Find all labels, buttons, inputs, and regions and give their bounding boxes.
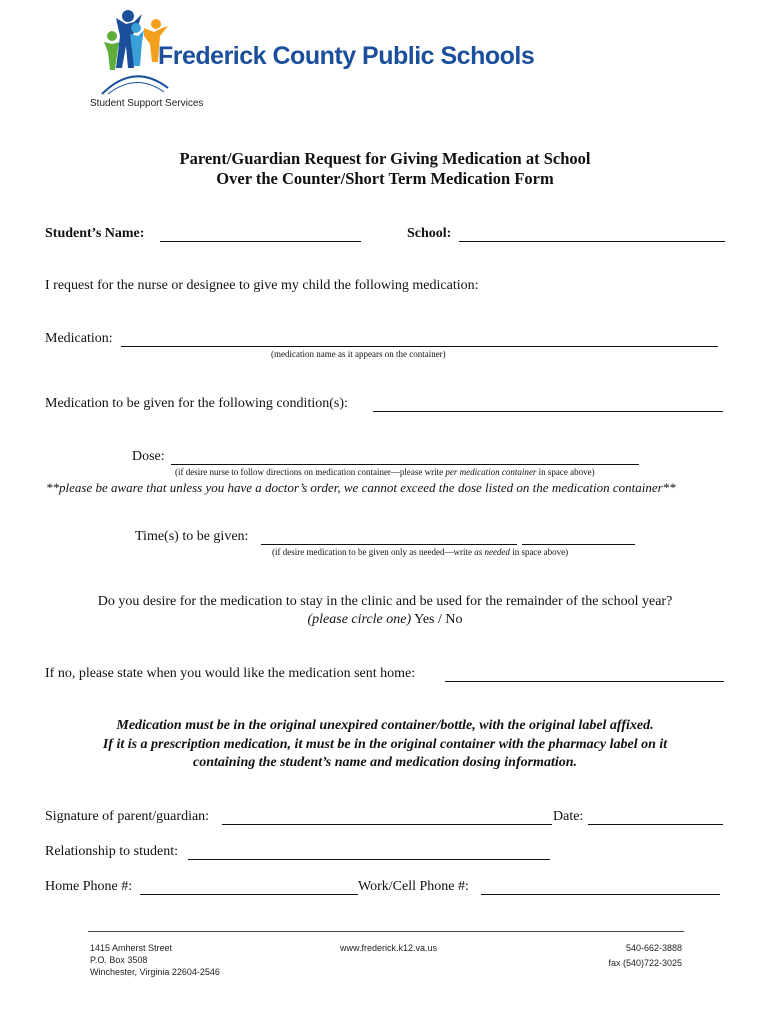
student-name-label: Student’s Name:	[45, 226, 145, 241]
notice-line3: containing the student’s name and medication dosing information.	[192, 755, 578, 770]
footer-website[interactable]: www.frederick.k12.va.us	[340, 943, 438, 953]
footer-address-line1: 1415 Amherst Street	[90, 943, 173, 953]
work-phone-field[interactable]	[481, 894, 720, 895]
relationship-field[interactable]	[188, 859, 550, 860]
times-note: (if desire medication to be given only as needed—write as needed in space above)	[272, 547, 569, 557]
sent-home-label: If no, please state when you would like the medication sent home:	[45, 666, 416, 681]
times-field-2[interactable]	[522, 544, 635, 545]
stay-question: Do you desire for the medication to stay in the clinic and be used for the remainder of the school year?	[97, 594, 673, 609]
dose-label: Dose:	[132, 449, 165, 464]
school-field[interactable]	[459, 241, 725, 242]
home-phone-label: Home Phone #:	[45, 879, 133, 894]
footer-divider	[88, 931, 684, 932]
condition-label: Medication to be given for the following condition(s):	[45, 396, 348, 411]
department-label: Student Support Services	[90, 98, 204, 109]
medication-label: Medication:	[45, 331, 113, 346]
circle-one-label: (please circle one)	[307, 612, 412, 627]
signature-label: Signature of parent/guardian:	[45, 809, 210, 824]
form-title-line1: Parent/Guardian Request for Giving Medication at School	[179, 149, 591, 168]
circle-one-row	[0, 612, 770, 628]
notice-line2: If it is a prescription medication, it must be in the original container with the pharmacy label on it	[102, 737, 668, 752]
dose-note: (if desire nurse to follow directions on medication container—please write per medication container in space above)	[175, 467, 595, 477]
yes-no-options[interactable]: Yes / No	[414, 612, 463, 627]
org-name: Frederick County Public Schools	[158, 42, 535, 70]
dose-field[interactable]	[171, 464, 639, 465]
school-label: School:	[407, 226, 452, 241]
footer-phone: 540-662-3888	[625, 943, 682, 953]
footer-address-line3: Winchester, Virginia 22604-2546	[90, 967, 220, 977]
date-label: Date:	[553, 809, 584, 824]
medication-note: (medication name as it appears on the container)	[271, 349, 446, 359]
footer-fax: fax (540)722-3025	[608, 958, 682, 968]
student-name-field[interactable]	[160, 241, 361, 242]
form-title-line2: Over the Counter/Short Term Medication Form	[216, 169, 554, 188]
home-phone-field[interactable]	[140, 894, 358, 895]
request-text: I request for the nurse or designee to give my child the following medication:	[45, 278, 479, 293]
dose-warning: **please be aware that unless you have a doctor’s order, we cannot exceed the dose listed on the medication container**	[46, 480, 676, 495]
footer-contact	[560, 942, 682, 969]
signature-field[interactable]	[222, 824, 552, 825]
medication-field[interactable]	[121, 346, 718, 347]
footer-address	[90, 942, 220, 978]
sent-home-field[interactable]	[445, 681, 724, 682]
relationship-label: Relationship to student:	[45, 844, 178, 859]
date-field[interactable]	[588, 824, 723, 825]
times-label: Time(s) to be given:	[135, 529, 249, 544]
condition-field[interactable]	[373, 411, 723, 412]
times-field-1[interactable]	[261, 544, 517, 545]
notice-line1: Medication must be in the original unexpired container/bottle, with the original label affixed.	[116, 718, 654, 733]
work-phone-label: Work/Cell Phone #:	[358, 879, 469, 894]
footer-address-line2: P.O. Box 3508	[90, 955, 148, 965]
